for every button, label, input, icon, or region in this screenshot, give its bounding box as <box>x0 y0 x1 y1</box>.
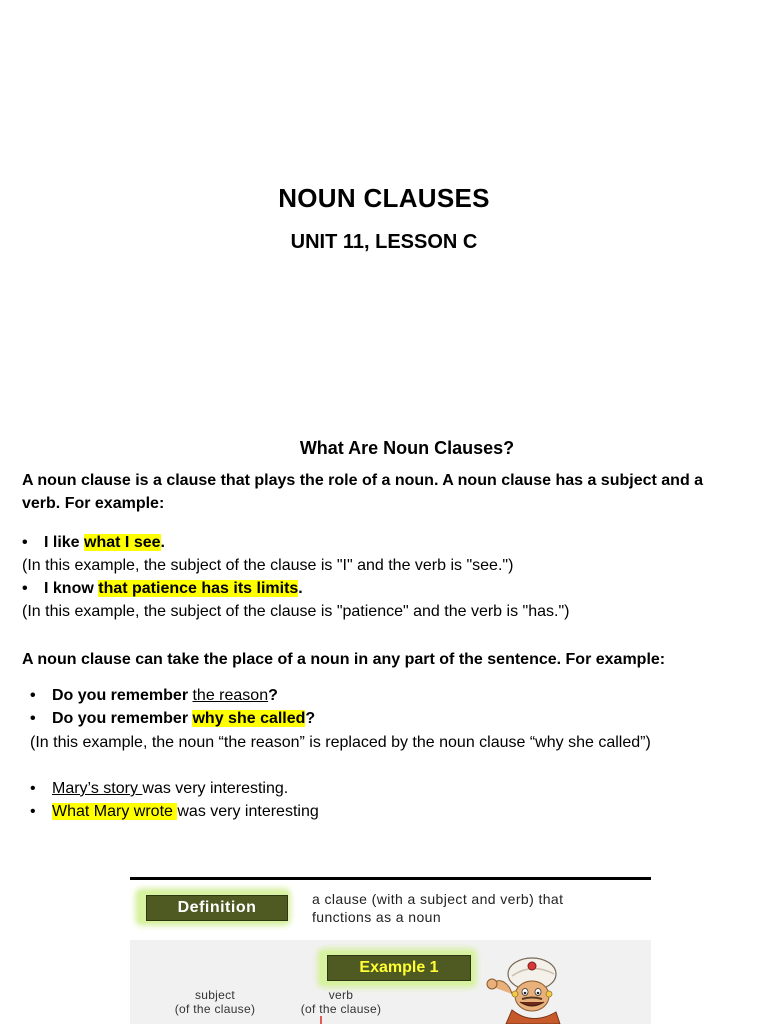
definition-text <box>312 890 563 926</box>
example-item <box>30 684 278 707</box>
example-item <box>30 707 315 730</box>
second-intro: A noun clause can take the place of a noun in any part of the sentence. For example: <box>22 651 666 668</box>
pointer-line <box>320 1016 322 1024</box>
bullet-icon: • <box>30 803 36 820</box>
bullet-icon: • <box>30 710 36 727</box>
subject-label-sub: (of the clause) <box>174 1002 256 1016</box>
bullet-icon: • <box>30 780 36 797</box>
example-suffix: ? <box>268 687 278 704</box>
example-item <box>30 800 319 823</box>
subject-label <box>160 988 270 1016</box>
example-prefix: I know <box>44 580 99 597</box>
verb-label-text: verb <box>328 988 354 1002</box>
section-heading: What Are Noun Clauses? <box>299 438 515 458</box>
document-subtitle: UNIT 11, LESSON C <box>290 231 478 253</box>
example-note: (In this example, the subject of the clause is "patience" and the verb is "has.") <box>22 603 570 620</box>
example-suffix: ? <box>305 710 316 727</box>
subject-label-text: subject <box>194 988 236 1002</box>
example-prefix: Do you remember <box>52 710 193 727</box>
example-suffix: was very interesting <box>177 803 319 820</box>
definition-label: Definition <box>146 895 288 921</box>
document-title: NOUN CLAUSES <box>278 183 490 213</box>
highlighted-clause: What Mary wrote <box>52 803 178 820</box>
definition-line: a clause (with a subject and verb) that <box>312 891 564 907</box>
example-prefix: Do you remember <box>52 687 193 704</box>
highlighted-clause: that patience has its limits <box>98 580 299 597</box>
example-note: (In this example, the subject of the clause is "I" and the verb is "see.") <box>22 557 514 574</box>
bullet-icon: • <box>22 534 28 551</box>
bullet-icon: • <box>22 580 28 597</box>
example-note: (In this example, the noun “the reason” is replaced by the noun clause “why she called”) <box>30 734 651 751</box>
highlighted-clause: why she called <box>192 710 306 727</box>
intro-paragraph: A noun clause is a clause that plays the role of a noun. A noun clause has a subject and a verb. For example: <box>22 472 704 512</box>
verb-label-sub: (of the clause) <box>300 1002 382 1016</box>
underlined-noun: Mary’s story <box>52 780 143 797</box>
bullet-icon: • <box>30 687 36 704</box>
example-suffix: . <box>160 534 165 551</box>
example-prefix: I like <box>44 534 85 551</box>
example-suffix: was very interesting. <box>142 780 289 797</box>
example-item <box>30 777 288 800</box>
cartoon-genie-icon <box>482 952 568 1024</box>
example-suffix: . <box>298 580 303 597</box>
definition-line: functions as a noun <box>312 909 442 925</box>
example-label: Example 1 <box>327 955 471 981</box>
example-item <box>22 531 165 554</box>
figure-top-rule <box>130 877 651 880</box>
highlighted-clause: what I see <box>84 534 161 551</box>
example-item <box>22 577 303 600</box>
verb-label <box>286 988 396 1016</box>
underlined-noun: the reason <box>192 687 269 704</box>
